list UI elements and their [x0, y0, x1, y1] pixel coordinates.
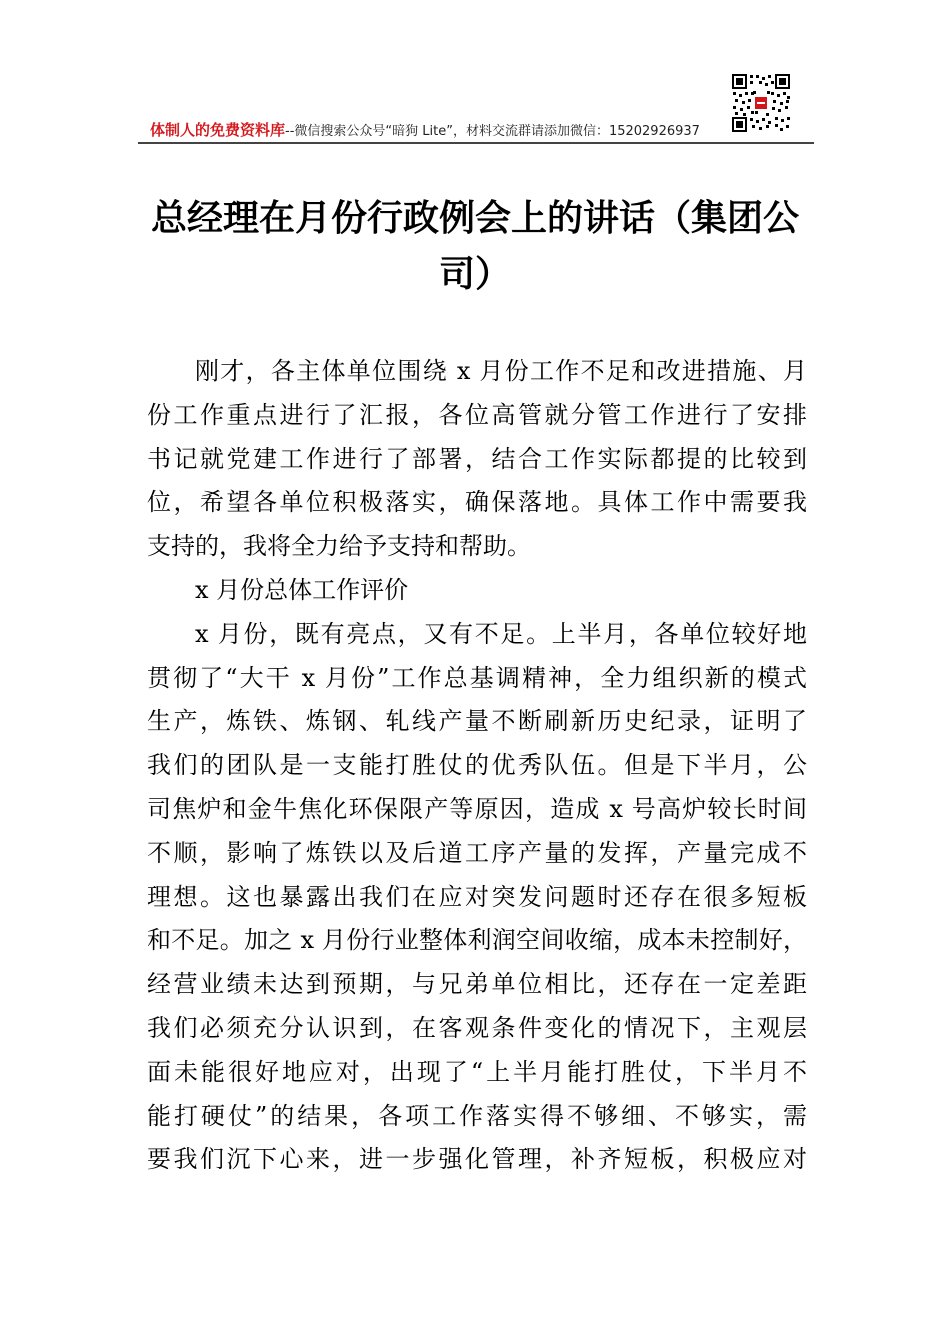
header-info: --微信搜索公众号“暗狗 Lite”，材料交流群请添加微信：15202926937	[285, 124, 700, 139]
document-title	[145, 190, 805, 302]
body-line: 要我们沉下心来，进一步强化管理，补齐短板，积极应对	[147, 1145, 807, 1174]
body-line: 生产，炼铁、炼钢、轧线产量不断刷新历史纪录，证明了	[147, 707, 807, 736]
header-banner	[150, 121, 700, 141]
body-line: 位，希望各单位积极落实，确保落地。具体工作中需要我	[147, 488, 807, 517]
section-heading: x 月份总体工作评价	[195, 575, 409, 604]
body-line: 能打硬仗”的结果，各项工作落实得不够细、不够实，需	[147, 1101, 807, 1130]
body-line: 司焦炉和金牛焦化环保限产等原因，造成 x 号高炉较长时间	[147, 794, 807, 823]
body-line: 面未能很好地应对，出现了“上半月能打胜仗，下半月不	[147, 1057, 807, 1086]
body-line: 我们必须充分认识到，在客观条件变化的情况下，主观层	[147, 1013, 807, 1042]
body-line: 刚才，各主体单位围绕 x 月份工作不足和改进措施、月	[195, 357, 807, 385]
body-line: 不顺，影响了炼铁以及后道工序产量的发挥，产量完成不	[147, 838, 807, 867]
body-line: x 月份，既有亮点，又有不足。上半月，各单位较好地	[195, 619, 807, 648]
document-body	[147, 350, 807, 1182]
body-line: 经营业绩未达到预期，与兄弟单位相比，还存在一定差距	[147, 970, 807, 999]
body-line: 贯彻了“大干 x 月份”工作总基调精神，全力组织新的模式	[147, 663, 807, 692]
body-line: 书记就党建工作进行了部署，结合工作实际都提的比较到	[147, 444, 807, 473]
body-line: 份工作重点进行了汇报，各位高管就分管工作进行了安排	[147, 400, 807, 429]
header-brand: 体制人的免费资料库	[150, 121, 286, 139]
qr-code-icon	[731, 73, 791, 133]
header-rule	[138, 142, 814, 144]
title-line-1: 总经理在月份行政例会上的讲话（集团公	[150, 197, 799, 239]
body-line: 我们的团队是一支能打胜仗的优秀队伍。但是下半月，公	[147, 751, 807, 780]
title-line-2: 司）	[438, 253, 511, 295]
body-line: 和不足。加之 x 月份行业整体利润空间收缩，成本未控制好，	[147, 926, 807, 955]
body-line: 支持的，我将全力给予支持和帮助。	[147, 532, 531, 561]
body-line: 理想。这也暴露出我们在应对突发问题时还存在很多短板	[147, 882, 807, 911]
